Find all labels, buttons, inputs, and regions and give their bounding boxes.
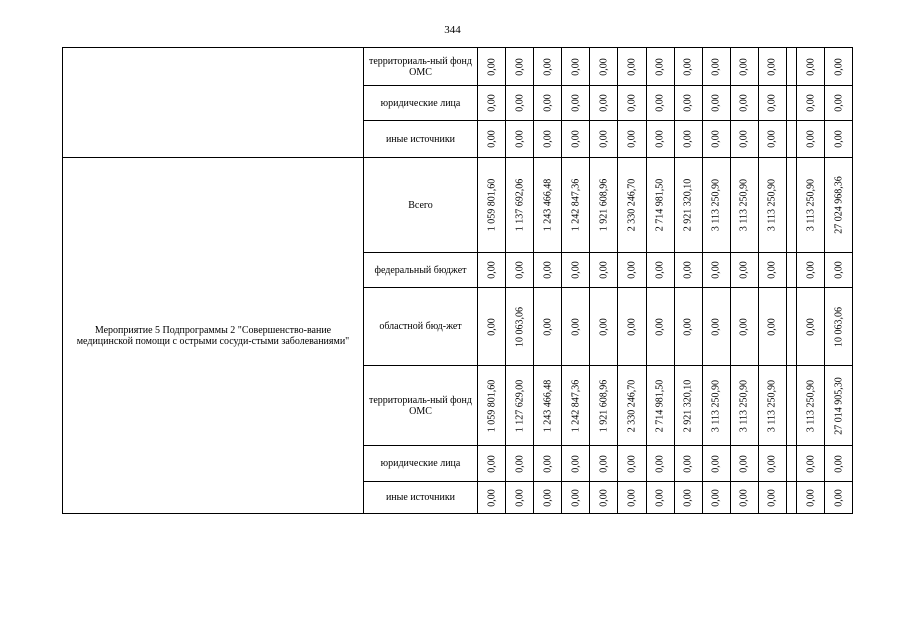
value-text: 0,00 [766, 94, 778, 112]
value-cell [825, 366, 853, 446]
value-cell [646, 86, 674, 121]
value-cell [646, 48, 674, 86]
funding-source-label: юридические лица [364, 86, 478, 121]
value-cell [702, 48, 730, 86]
funding-source-label: иные источники [364, 121, 478, 158]
table-row [63, 158, 853, 253]
value-text: 2 921 320,10 [682, 178, 694, 232]
value-cell [797, 288, 825, 366]
value-text: 0,00 [514, 488, 526, 507]
value-cell [562, 253, 590, 288]
value-cell [702, 121, 730, 158]
value-text: 0,00 [710, 130, 722, 148]
value-cell [758, 121, 786, 158]
value-text: 0,00 [598, 261, 610, 279]
value-cell [674, 482, 702, 514]
value-cell [506, 288, 534, 366]
value-text: 0,00 [486, 317, 498, 336]
value-cell [758, 482, 786, 514]
value-text: 0,00 [738, 94, 750, 112]
value-cell [478, 86, 506, 121]
value-text: 0,00 [805, 317, 817, 336]
value-cell [825, 121, 853, 158]
value-cell [825, 86, 853, 121]
value-text: 0,00 [833, 261, 845, 279]
value-cell [618, 121, 646, 158]
funding-source-label: федеральный бюджет [364, 253, 478, 288]
value-text: 3 113 250,90 [738, 379, 750, 432]
value-text: 1 921 608,96 [598, 379, 610, 432]
value-cell [674, 366, 702, 446]
value-cell [702, 86, 730, 121]
value-text: 0,00 [598, 317, 610, 336]
value-cell [646, 121, 674, 158]
value-cell [702, 482, 730, 514]
value-text: 0,00 [738, 57, 750, 76]
spacer-cell [787, 253, 797, 288]
value-cell [618, 446, 646, 482]
value-text: 2 330 246,70 [626, 379, 638, 432]
value-text: 1 243 466,48 [542, 379, 554, 432]
value-text: 0,00 [738, 261, 750, 279]
value-cell [825, 288, 853, 366]
funding-source-label: территориаль-ный фонд ОМС [364, 48, 478, 86]
value-cell [534, 158, 562, 253]
value-text: 0,00 [710, 261, 722, 279]
value-cell [646, 288, 674, 366]
value-cell [534, 482, 562, 514]
value-cell [797, 446, 825, 482]
value-text: 3 113 250,90 [766, 379, 778, 432]
value-text: 3 113 250,90 [738, 178, 750, 232]
value-text: 1 921 608,96 [598, 178, 610, 232]
value-text: 3 113 250,90 [805, 379, 817, 432]
spacer-cell [787, 446, 797, 482]
value-cell [702, 158, 730, 253]
value-text: 0,00 [766, 454, 778, 473]
value-text: 3 113 250,90 [710, 379, 722, 432]
value-text: 0,00 [486, 488, 498, 507]
budget-table [62, 47, 853, 514]
value-text: 0,00 [542, 130, 554, 148]
value-cell [506, 121, 534, 158]
value-cell [674, 446, 702, 482]
value-cell [478, 482, 506, 514]
value-text: 0,00 [654, 488, 666, 507]
value-cell [730, 86, 758, 121]
value-text: 10 063,06 [833, 306, 845, 347]
value-cell [797, 158, 825, 253]
value-cell [618, 366, 646, 446]
value-text: 0,00 [598, 94, 610, 112]
value-text: 0,00 [486, 454, 498, 473]
value-text: 0,00 [514, 454, 526, 473]
value-text: 0,00 [486, 57, 498, 76]
value-cell [590, 48, 618, 86]
value-text: 0,00 [766, 317, 778, 336]
value-text: 3 113 250,90 [710, 178, 722, 232]
value-cell [730, 366, 758, 446]
value-cell [534, 366, 562, 446]
value-cell [478, 366, 506, 446]
spacer-cell [787, 482, 797, 514]
value-text: 0,00 [626, 57, 638, 76]
value-cell [702, 288, 730, 366]
value-cell [825, 446, 853, 482]
value-text: 2 714 981,50 [654, 178, 666, 232]
value-text: 0,00 [738, 130, 750, 148]
value-cell [590, 86, 618, 121]
value-text: 0,00 [598, 130, 610, 148]
value-cell [562, 121, 590, 158]
value-text: 0,00 [682, 261, 694, 279]
value-text: 1 059 801,60 [486, 379, 498, 432]
value-text: 0,00 [766, 261, 778, 279]
value-cell [797, 86, 825, 121]
value-cell [618, 482, 646, 514]
value-cell [758, 446, 786, 482]
value-text: 0,00 [626, 454, 638, 473]
value-cell [730, 446, 758, 482]
value-cell [646, 158, 674, 253]
value-text: 0,00 [654, 317, 666, 336]
value-text: 0,00 [805, 261, 817, 279]
value-cell [730, 158, 758, 253]
value-cell [506, 86, 534, 121]
value-text: 0,00 [486, 94, 498, 112]
value-cell [674, 48, 702, 86]
value-text: 0,00 [833, 454, 845, 473]
value-text: 0,00 [738, 488, 750, 507]
value-text: 3 113 250,90 [805, 178, 817, 232]
value-cell [478, 288, 506, 366]
value-cell [590, 288, 618, 366]
value-text: 0,00 [654, 57, 666, 76]
value-text: 0,00 [514, 57, 526, 76]
value-text: 0,00 [682, 317, 694, 336]
value-text: 10 063,06 [514, 306, 526, 347]
value-cell [618, 253, 646, 288]
value-cell [506, 48, 534, 86]
value-cell [797, 482, 825, 514]
value-text: 1 242 847,36 [570, 178, 582, 232]
value-text: 0,00 [542, 57, 554, 76]
value-text: 0,00 [598, 454, 610, 473]
value-text: 0,00 [654, 130, 666, 148]
previous-event-name-cell [63, 48, 364, 158]
value-text: 0,00 [626, 130, 638, 148]
value-cell [758, 158, 786, 253]
value-text: 0,00 [570, 261, 582, 279]
value-cell [562, 158, 590, 253]
value-cell [590, 121, 618, 158]
value-text: 0,00 [570, 454, 582, 473]
value-text: 0,00 [766, 488, 778, 507]
value-cell [758, 48, 786, 86]
value-cell [590, 158, 618, 253]
spacer-cell [787, 158, 797, 253]
value-cell [674, 253, 702, 288]
value-text: 0,00 [542, 317, 554, 336]
value-text: 0,00 [542, 261, 554, 279]
value-cell [534, 288, 562, 366]
value-cell [562, 288, 590, 366]
value-cell [674, 86, 702, 121]
value-cell [618, 158, 646, 253]
value-text: 0,00 [570, 94, 582, 112]
value-text: 0,00 [486, 130, 498, 148]
value-text: 0,00 [654, 94, 666, 112]
value-cell [825, 482, 853, 514]
value-cell [618, 288, 646, 366]
spacer-cell [787, 366, 797, 446]
value-text: 0,00 [805, 130, 817, 148]
value-cell [478, 158, 506, 253]
funding-source-label: юридические лица [364, 446, 478, 482]
value-text: 0,00 [570, 317, 582, 336]
value-cell [506, 482, 534, 514]
value-cell [758, 288, 786, 366]
value-text: 0,00 [570, 488, 582, 507]
value-text: 1 127 629,00 [514, 379, 526, 432]
funding-source-label: территориаль-ный фонд ОМС [364, 366, 478, 446]
funding-source-label: иные источники [364, 482, 478, 514]
value-text: 1 243 466,48 [542, 178, 554, 232]
value-cell [646, 366, 674, 446]
value-cell [646, 446, 674, 482]
value-text: 1 059 801,60 [486, 178, 498, 232]
value-cell [590, 446, 618, 482]
value-text: 0,00 [514, 94, 526, 112]
value-cell [797, 48, 825, 86]
value-text: 0,00 [626, 94, 638, 112]
value-text: 0,00 [805, 488, 817, 507]
value-cell [590, 482, 618, 514]
value-cell [478, 121, 506, 158]
value-cell [730, 253, 758, 288]
value-cell [797, 366, 825, 446]
value-text: 1 242 847,36 [570, 379, 582, 432]
value-cell [590, 253, 618, 288]
value-text: 27 024 968,36 [833, 176, 845, 234]
value-text: 0,00 [710, 94, 722, 112]
value-text: 0,00 [486, 261, 498, 279]
spacer-cell [787, 86, 797, 121]
value-cell [646, 482, 674, 514]
value-text: 0,00 [766, 130, 778, 148]
value-text: 0,00 [805, 454, 817, 473]
value-text: 0,00 [766, 57, 778, 76]
value-cell [825, 48, 853, 86]
value-text: 0,00 [682, 94, 694, 112]
value-cell [730, 288, 758, 366]
value-cell [478, 48, 506, 86]
value-cell [825, 158, 853, 253]
value-text: 2 330 246,70 [626, 178, 638, 232]
value-cell [674, 158, 702, 253]
page-number: 344 [444, 24, 461, 36]
value-cell [506, 253, 534, 288]
value-cell [702, 446, 730, 482]
value-text: 0,00 [833, 130, 845, 148]
value-text: 0,00 [542, 488, 554, 507]
value-text: 0,00 [542, 454, 554, 473]
value-text: 0,00 [682, 488, 694, 507]
value-cell [702, 253, 730, 288]
value-text: 0,00 [682, 57, 694, 76]
value-text: 0,00 [833, 57, 845, 76]
value-text: 0,00 [710, 57, 722, 76]
value-cell [797, 253, 825, 288]
value-cell [730, 121, 758, 158]
value-cell [590, 366, 618, 446]
value-cell [506, 366, 534, 446]
value-cell [534, 121, 562, 158]
value-cell [730, 48, 758, 86]
value-text: 0,00 [805, 57, 817, 76]
value-text: 2 714 981,50 [654, 379, 666, 432]
value-text: 0,00 [805, 94, 817, 112]
value-cell [562, 366, 590, 446]
value-cell [825, 253, 853, 288]
value-text: 0,00 [738, 317, 750, 336]
value-cell [618, 48, 646, 86]
budget-table-body [63, 48, 853, 514]
value-text: 0,00 [570, 57, 582, 76]
value-text: 0,00 [710, 488, 722, 507]
value-text: 0,00 [710, 317, 722, 336]
funding-source-label: областной бюд-жет [364, 288, 478, 366]
value-cell [478, 253, 506, 288]
value-text: 0,00 [542, 94, 554, 112]
value-cell [702, 366, 730, 446]
spacer-cell [787, 288, 797, 366]
funding-source-label: Всего [364, 158, 478, 253]
value-text: 0,00 [626, 488, 638, 507]
value-text: 2 921 320,10 [682, 379, 694, 432]
value-cell [506, 158, 534, 253]
value-text: 0,00 [598, 57, 610, 76]
value-cell [534, 253, 562, 288]
value-text: 0,00 [654, 454, 666, 473]
value-text: 0,00 [682, 130, 694, 148]
value-text: 0,00 [514, 130, 526, 148]
value-cell [562, 86, 590, 121]
spacer-cell [787, 48, 797, 86]
value-cell [618, 86, 646, 121]
value-text: 0,00 [514, 261, 526, 279]
value-cell [562, 48, 590, 86]
value-cell [646, 253, 674, 288]
value-cell [797, 121, 825, 158]
value-text: 1 137 692,06 [514, 178, 526, 232]
value-cell [758, 366, 786, 446]
value-cell [534, 86, 562, 121]
value-cell [730, 482, 758, 514]
value-text: 0,00 [654, 261, 666, 279]
spacer-cell [787, 121, 797, 158]
value-text: 0,00 [598, 488, 610, 507]
value-text: 27 014 905,30 [833, 376, 845, 435]
value-cell [534, 48, 562, 86]
value-cell [562, 446, 590, 482]
value-text: 0,00 [626, 317, 638, 336]
value-text: 3 113 250,90 [766, 178, 778, 232]
value-text: 0,00 [710, 454, 722, 473]
value-text: 0,00 [626, 261, 638, 279]
value-cell [674, 121, 702, 158]
value-cell [506, 446, 534, 482]
value-text: 0,00 [738, 454, 750, 473]
value-cell [758, 86, 786, 121]
value-cell [534, 446, 562, 482]
value-cell [758, 253, 786, 288]
value-text: 0,00 [682, 454, 694, 473]
value-text: 0,00 [570, 130, 582, 148]
table-row [63, 48, 853, 86]
value-cell [674, 288, 702, 366]
value-cell [562, 482, 590, 514]
value-text: 0,00 [833, 488, 845, 507]
value-text: 0,00 [833, 94, 845, 112]
event-name: Мероприятие 5 Подпрограммы 2 "Совершенство-вание медицинской помощи с острыми сосуди-стыми заболеваниями" [63, 158, 364, 514]
value-cell [478, 446, 506, 482]
